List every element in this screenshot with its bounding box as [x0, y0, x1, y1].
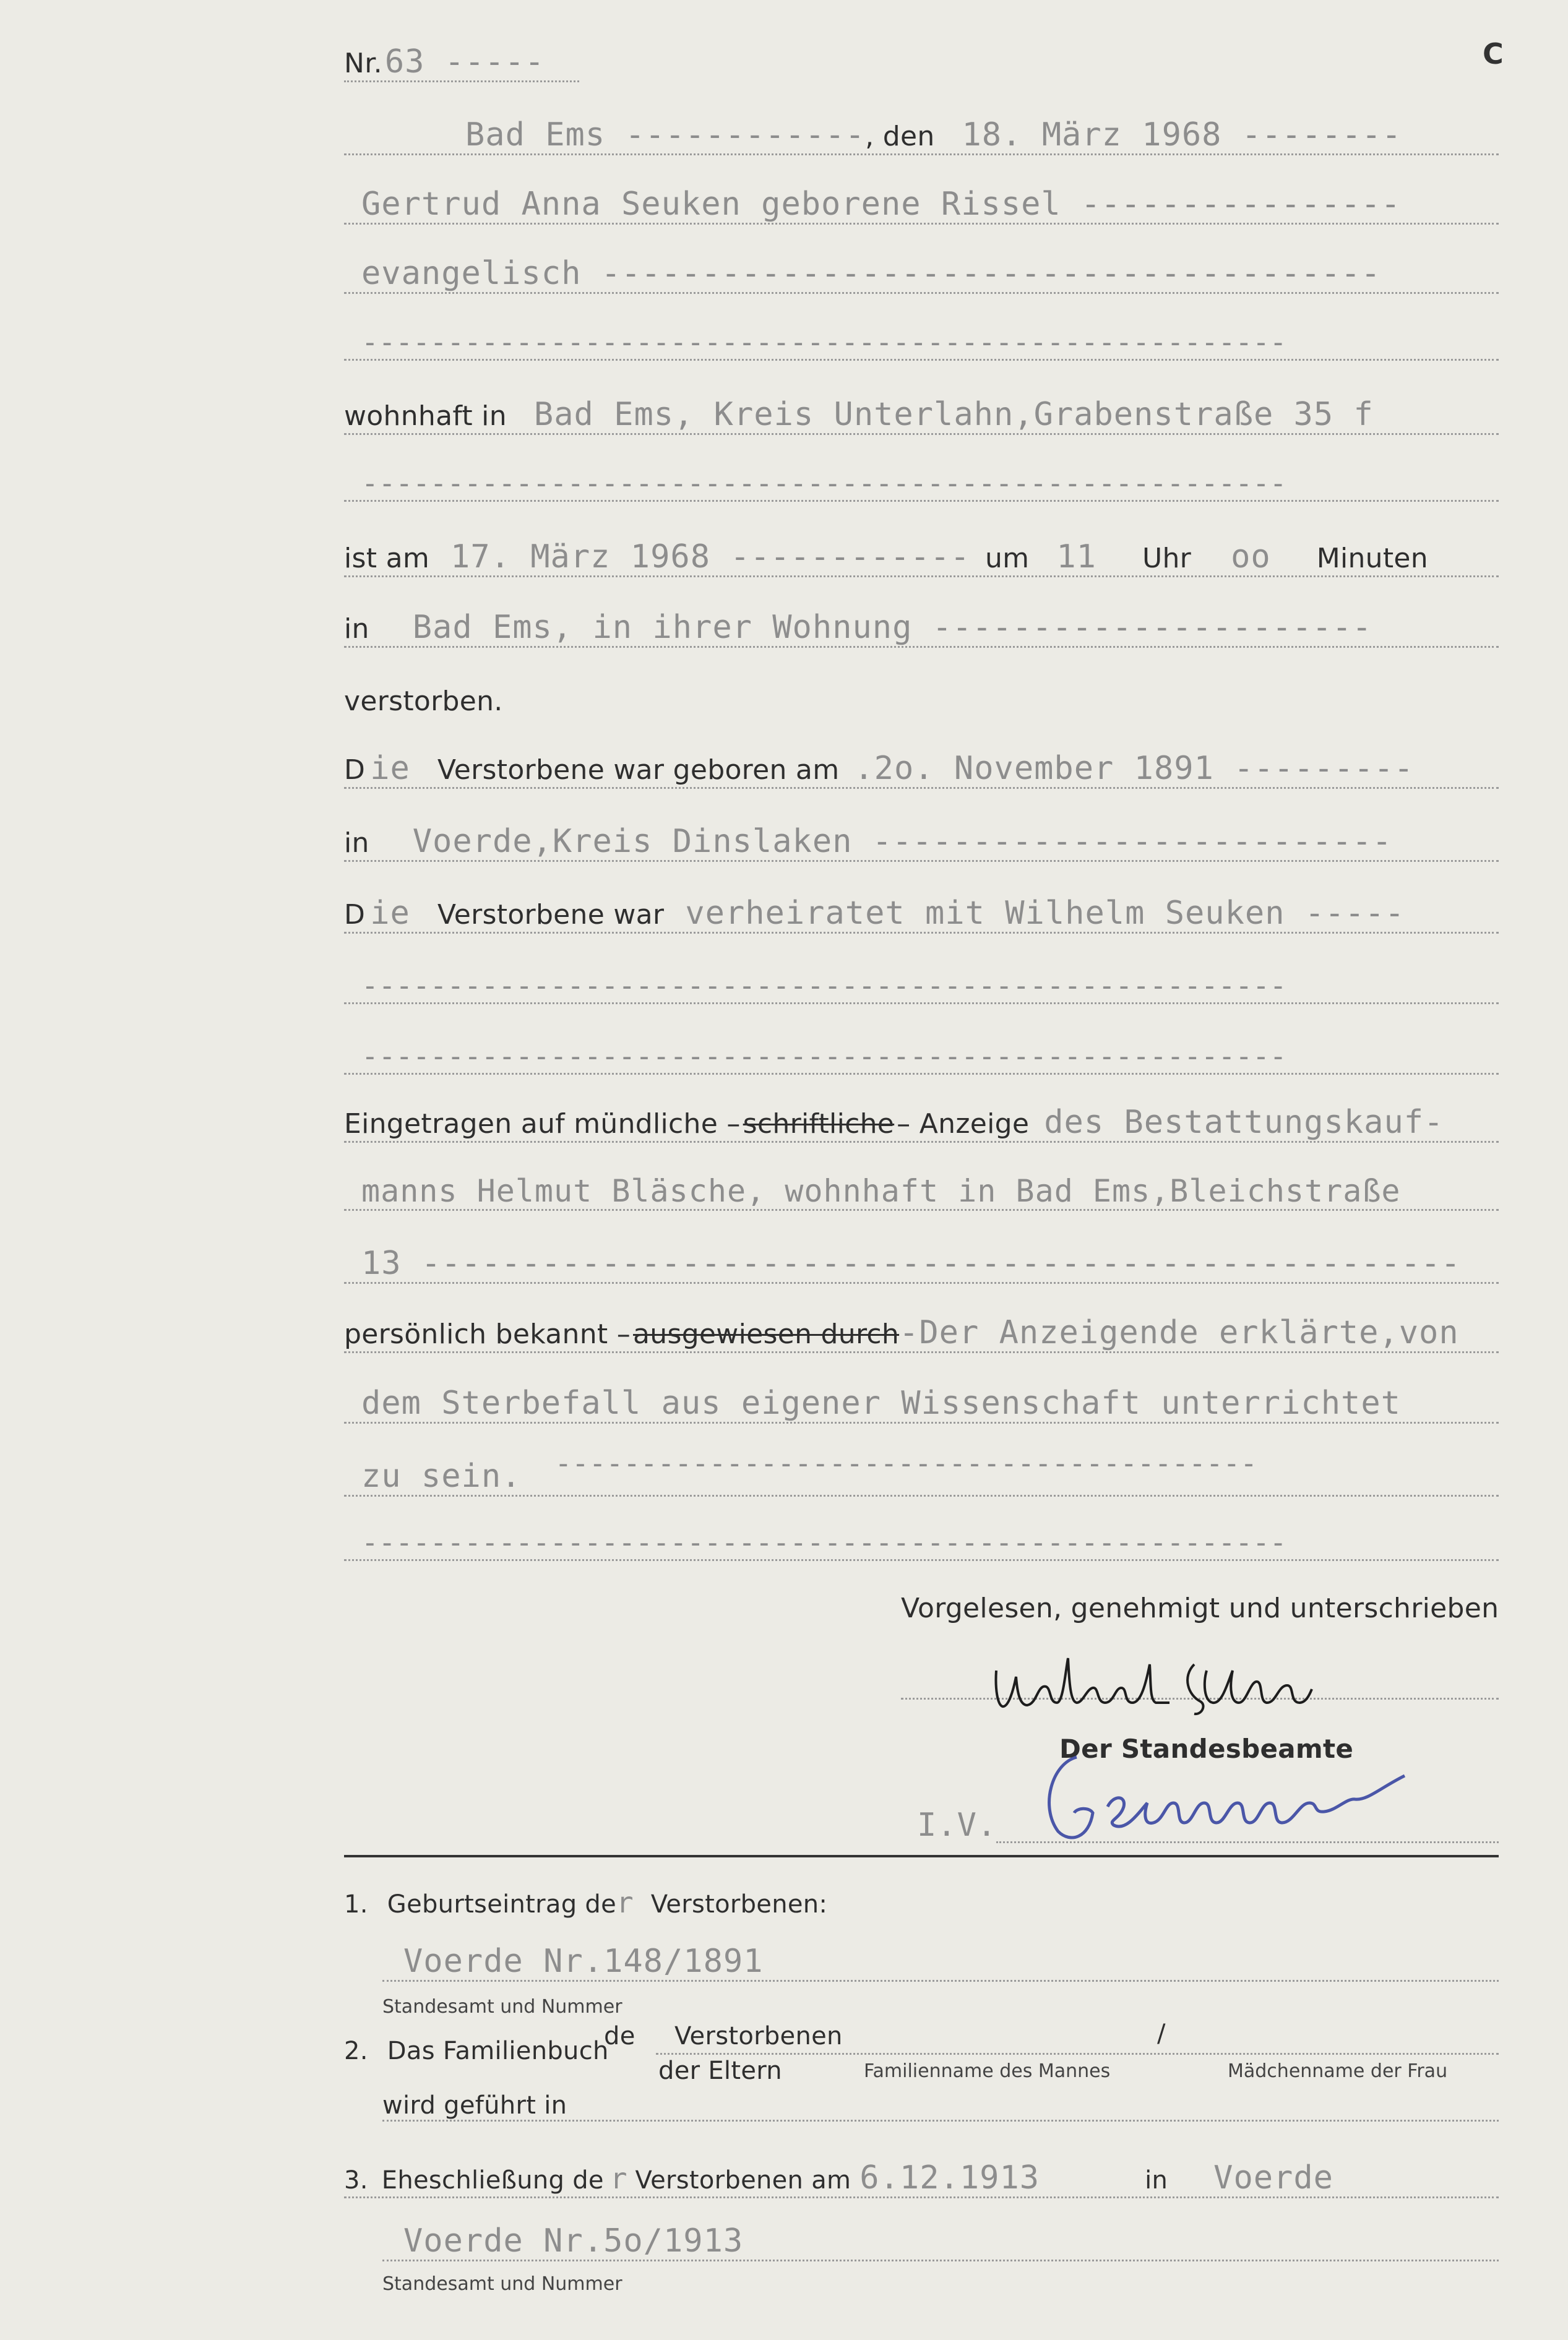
- geboren-label: Verstorbene war geboren am: [437, 754, 840, 786]
- in-label: in: [344, 613, 369, 645]
- ausgewiesen-struck: ausgewiesen durch: [633, 1318, 900, 1350]
- die-suffix: ie: [370, 895, 410, 932]
- item-2-slash: /: [1157, 2020, 1166, 2048]
- um-label: um: [985, 543, 1030, 574]
- statement-dash: -----------------------------------------: [554, 1458, 1257, 1480]
- caption-standesamt-2: Standesamt und Nummer: [382, 2273, 622, 2295]
- statement-row-3: [344, 1458, 1499, 1497]
- item-3-label: Eheschließung de: [381, 2166, 604, 2195]
- registrar-signature: [1033, 1739, 1417, 1850]
- item-1-value-row: [382, 1943, 1499, 1982]
- item-2-de: de: [604, 2022, 635, 2050]
- item-2-label-b: wird geführt in: [382, 2091, 567, 2120]
- item-1-label-b: Verstorbenen:: [650, 1890, 828, 1919]
- birth-place-row: [344, 823, 1499, 862]
- verstorben-label: verstorben.: [344, 686, 503, 717]
- vorgelesen-label: Vorgelesen, genehmigt und unterschrieben: [901, 1593, 1499, 1624]
- death-minutes: oo: [1231, 538, 1271, 575]
- residence-address: Bad Ems, Kreis Unterlahn,Grabenstraße 35 f: [533, 396, 1374, 433]
- item-3-in: in: [1145, 2166, 1168, 2195]
- item-3-r: r: [610, 2162, 628, 2195]
- informant-line-2: manns Helmut Bläsche, wohnhaft in Bad Ems,Bleichstraße: [361, 1173, 1401, 1209]
- d-letter: D: [344, 899, 366, 931]
- item-1-r: r: [616, 1886, 634, 1919]
- item-3-date: 6.12.1913: [859, 2159, 1040, 2196]
- in-label-2: in: [344, 827, 369, 859]
- residence-row: [344, 396, 1499, 435]
- dash-line: ------------------------------------------------------: [361, 467, 1287, 500]
- item-2-value-row: [382, 2091, 1499, 2122]
- section-divider: [344, 1855, 1499, 1857]
- die-suffix: ie: [370, 750, 410, 787]
- corner-mark: C: [1483, 37, 1504, 71]
- dash-row-1: [344, 325, 1499, 361]
- caption-frau: Mädchenname der Frau: [1228, 2060, 1448, 2082]
- bekannt-label: persönlich bekannt –: [344, 1318, 631, 1350]
- religion-row: [344, 255, 1499, 294]
- marital-row: [344, 895, 1499, 934]
- dash-row-4: [344, 1039, 1499, 1075]
- item-3-number: 3.: [344, 2166, 368, 2195]
- death-hour: 11: [1056, 538, 1096, 575]
- statement-line-2: dem Sterbefall aus eigener Wissenschaft unterrichtet: [361, 1385, 1401, 1422]
- death-place: Bad Ems, in ihrer Wohnung ----------------------: [412, 609, 1372, 646]
- item-2-heading: [344, 2037, 609, 2065]
- statement-line-1: -Der Anzeigende erklärte,von: [899, 1314, 1459, 1351]
- entry-number-row: [344, 43, 579, 82]
- entry-number: 63 -----: [384, 43, 545, 80]
- dash-row-3: [344, 969, 1499, 1004]
- item-3-place: Voerde: [1213, 2159, 1333, 2196]
- caption-mann: Familienname des Mannes: [864, 2060, 1111, 2082]
- dash-row-5: [344, 1526, 1499, 1561]
- iv-label: I.V.: [917, 1807, 997, 1844]
- dash-line: ------------------------------------------------------: [361, 1039, 1287, 1073]
- caption-standesamt-1: Standesamt und Nummer: [382, 1996, 622, 2018]
- registry-place: Bad Ems ------------: [465, 116, 866, 153]
- wohnhaft-label: wohnhaft in: [344, 400, 507, 432]
- item-2-eltern: der Eltern: [658, 2057, 782, 2085]
- item-2-label: Das Familienbuch: [387, 2037, 609, 2065]
- dash-line: ------------------------------------------------------: [361, 325, 1287, 359]
- dash-line: ------------------------------------------------------: [361, 1526, 1287, 1559]
- death-time-row: [344, 538, 1499, 577]
- anzeige-label: – Anzeige: [897, 1108, 1030, 1140]
- den-label: , den: [865, 121, 935, 152]
- religion: evangelisch ---------------------------------------: [361, 255, 1381, 292]
- dash-row-2: [344, 467, 1499, 502]
- death-date: 17. März 1968 ------------: [450, 538, 970, 575]
- birth-date-row: [344, 750, 1499, 789]
- item-1-number: 1.: [344, 1890, 368, 1919]
- item-1-value: Voerde Nr.148/1891: [403, 1943, 764, 1980]
- item-2-number: 2.: [344, 2037, 368, 2065]
- dash-line: ------------------------------------------------------: [361, 969, 1287, 1002]
- standesbeamte-label: Der Standesbeamte: [1059, 1734, 1354, 1764]
- item-3-value-row: [382, 2222, 1499, 2261]
- birth-date: .2o. November 1891 ---------: [854, 750, 1414, 787]
- informant-line-1: des Bestattungskauf-: [1044, 1104, 1444, 1141]
- informant-row-3: [344, 1245, 1499, 1284]
- informant-signature: [984, 1646, 1318, 1720]
- item-2-line: [656, 2053, 1499, 2055]
- item-3-value: Voerde Nr.5o/1913: [403, 2222, 744, 2260]
- minuten-label: Minuten: [1316, 543, 1428, 574]
- death-place-row: [344, 609, 1499, 648]
- schriftliche-struck: schriftliche: [743, 1108, 895, 1140]
- eingetragen-label: Eingetragen auf mündliche –: [344, 1108, 741, 1140]
- informant-row-2: [344, 1173, 1499, 1211]
- item-1-label: Geburtseintrag de: [387, 1890, 617, 1919]
- item-2-verstorbenen: Verstorbenen: [674, 2022, 843, 2050]
- birth-place: Voerde,Kreis Dinslaken --------------------------: [412, 823, 1392, 860]
- registry-date: 18. März 1968 --------: [962, 116, 1402, 153]
- d-letter: D: [344, 754, 366, 786]
- registration-row: [344, 1104, 1499, 1143]
- informant-line-3: 13 ----------------------------------------------------: [361, 1245, 1461, 1282]
- statement-line-3: zu sein.: [361, 1458, 522, 1495]
- nr-label: Nr.: [344, 48, 382, 79]
- war-label: Verstorbene war: [437, 899, 665, 931]
- deceased-name: Gertrud Anna Seuken geborene Rissel ----------------: [361, 186, 1401, 223]
- item-1-heading: [344, 1886, 827, 1919]
- place-date-row: [344, 116, 1499, 155]
- deceased-name-row: [344, 186, 1499, 225]
- uhr-label: Uhr: [1142, 543, 1192, 574]
- ist-am-label: ist am: [344, 543, 430, 574]
- identification-row: [344, 1314, 1499, 1353]
- item-3-row: [344, 2159, 1499, 2198]
- statement-row-2: [344, 1385, 1499, 1424]
- item-3-label-b: Verstorbenen am: [635, 2166, 851, 2195]
- marital-status: verheiratet mit Wilhelm Seuken -----: [685, 895, 1405, 932]
